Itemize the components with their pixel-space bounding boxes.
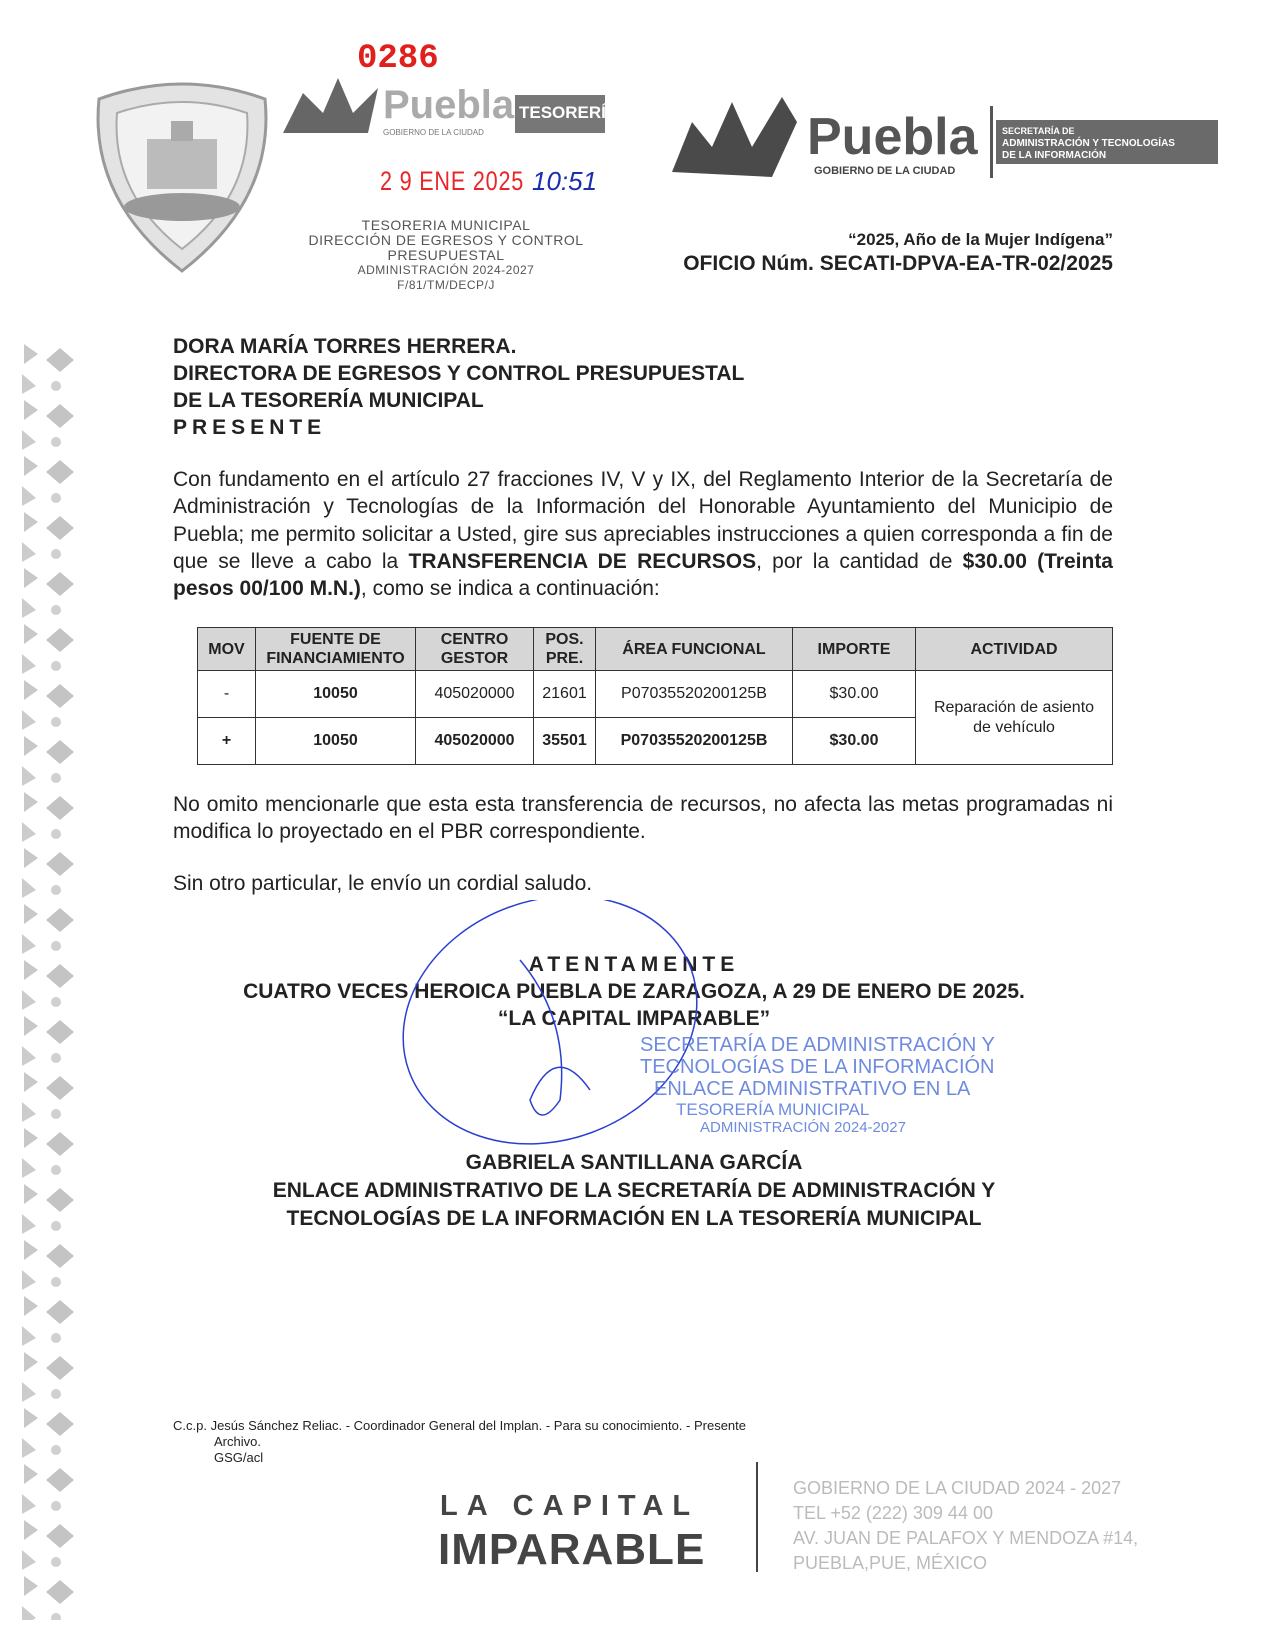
body-paragraph-2: No omito mencionarle que esta esta transferencia de recursos, no afecta las metas programadas ni modifica lo proyectado en el PBR correspondiente. bbox=[173, 793, 1113, 844]
footer-line: GOBIERNO DE LA CIUDAD 2024 - 2027 bbox=[793, 1478, 1122, 1498]
cell: $30.00 bbox=[793, 718, 916, 765]
col-header: MOV bbox=[198, 628, 256, 671]
ccp-line: C.c.p. Jesús Sánchez Reliac. - Coordinador General del Implan. - Para su conocimiento. - Presente bbox=[173, 1418, 746, 1433]
transfer-table bbox=[197, 627, 1113, 765]
cell: P07035520200125B bbox=[596, 671, 793, 718]
cell: 405020000 bbox=[416, 671, 534, 718]
atentamente: ATENTAMENTE bbox=[528, 953, 740, 976]
col-header: FUENTE DE FINANCIAMIENTO bbox=[256, 628, 416, 671]
signer-name: GABRIELA SANTILLANA GARCÍA bbox=[465, 1151, 803, 1174]
svg-text:SECRETARÍA DE: SECRETARÍA DE bbox=[1002, 126, 1075, 136]
stamp-line: TECNOLOGÍAS DE LA INFORMACIÓN bbox=[640, 1056, 995, 1078]
closing-city-date: CUATRO VECES HEROICA PUEBLA DE ZARAGOZA, A 29 DE ENERO DE 2025. bbox=[243, 980, 1025, 1003]
stamp-line: ENLACE ADMINISTRATIVO EN LA bbox=[654, 1078, 971, 1100]
cell: P07035520200125B bbox=[596, 718, 793, 765]
stamp-line: SECRETARÍA DE ADMINISTRACIÓN Y bbox=[640, 1034, 995, 1056]
addressee-title: DIRECTORA DE EGRESOS Y CONTROL PRESUPUESTAL bbox=[173, 362, 745, 385]
municipal-shield-logo bbox=[89, 79, 275, 275]
table-row bbox=[198, 671, 1113, 718]
ccp-initials: GSG/acl bbox=[214, 1450, 264, 1465]
cell: 405020000 bbox=[416, 718, 534, 765]
amount: $30.00 (Treinta pesos 00/100 M.N.) bbox=[173, 549, 1113, 601]
secati-blue-stamp bbox=[640, 1034, 995, 1136]
addressee-block bbox=[173, 333, 744, 441]
cell: 21601 bbox=[534, 671, 596, 718]
stamp-line: DIRECCIÓN DE EGRESOS Y CONTROL bbox=[308, 232, 584, 248]
stamp-line: ADMINISTRACIÓN 2024-2027 bbox=[700, 1119, 906, 1136]
stamp-line: F/81/TM/DECP/J bbox=[397, 278, 495, 292]
year-motto: “2025, Año de la Mujer Indígena” bbox=[848, 230, 1113, 249]
footer-divider bbox=[756, 1462, 758, 1572]
col-header: POS. PRE. bbox=[534, 628, 596, 671]
col-header: IMPORTE bbox=[793, 628, 916, 671]
signer-title-1: ENLACE ADMINISTRATIVO DE LA SECRETARÍA DE ADMINISTRACIÓN Y bbox=[272, 1179, 996, 1202]
stamp-line: TESORERIA MUNICIPAL bbox=[361, 217, 531, 233]
stamp-line: PRESUPUESTAL bbox=[387, 247, 505, 263]
body-paragraph-1 bbox=[173, 466, 1113, 602]
footer-address bbox=[793, 1476, 1138, 1576]
text-bold: TRANSFERENCIA DE RECURSOS bbox=[408, 549, 757, 573]
closing-motto: “LA CAPITAL IMPARABLE” bbox=[497, 1007, 771, 1030]
svg-text:Puebla: Puebla bbox=[807, 108, 978, 166]
svg-text:ADMINISTRACIÓN Y TECNOLOGÍAS: ADMINISTRACIÓN Y TECNOLOGÍAS bbox=[1002, 138, 1175, 149]
reception-stamp bbox=[296, 218, 596, 293]
stamp-line: ADMINISTRACIÓN 2024-2027 bbox=[357, 263, 535, 277]
cell: 10050 bbox=[256, 718, 416, 765]
cell: 10050 bbox=[256, 671, 416, 718]
ccp-archivo: Archivo. bbox=[214, 1434, 261, 1449]
activity-cell: Reparación de asiento de vehículo bbox=[916, 671, 1113, 765]
footer-line: AV. JUAN DE PALAFOX Y MENDOZA #14, bbox=[793, 1528, 1139, 1548]
cell: - bbox=[198, 671, 256, 718]
decorative-border-pattern bbox=[16, 340, 76, 1620]
table-header-row bbox=[198, 628, 1113, 671]
col-header: ÁREA FUNCIONAL bbox=[596, 628, 793, 671]
cell: + bbox=[198, 718, 256, 765]
received-date-stamp: 2 9 ENE 2025 bbox=[380, 166, 525, 196]
signer-title-2: TECNOLOGÍAS DE LA INFORMACIÓN EN LA TESORERÍA MUNICIPAL bbox=[286, 1207, 982, 1230]
footer-imparable-logo: IMPARABLE bbox=[438, 1525, 706, 1574]
addressee-dept: DE LA TESORERÍA MUNICIPAL bbox=[173, 389, 484, 412]
svg-text:GOBIERNO DE LA CIUDAD: GOBIERNO DE LA CIUDAD bbox=[383, 128, 484, 137]
cell: 35501 bbox=[534, 718, 596, 765]
folio-number-stamp: 0286 bbox=[357, 40, 439, 78]
cell: $30.00 bbox=[793, 671, 916, 718]
svg-text:TESORERÍA: TESORERÍA bbox=[519, 103, 619, 122]
svg-text:Puebla: Puebla bbox=[383, 83, 515, 127]
stamp-line: TESORERÍA MUNICIPAL bbox=[676, 1100, 870, 1119]
footer-line: PUEBLA,PUE, MÉXICO bbox=[793, 1553, 988, 1573]
handwritten-time: 10:51 bbox=[532, 166, 598, 196]
svg-text:GOBIERNO DE LA CIUDAD: GOBIERNO DE LA CIUDAD bbox=[814, 165, 956, 177]
puebla-tesoreria-logo bbox=[283, 73, 623, 143]
col-header: CENTRO GESTOR bbox=[416, 628, 534, 671]
text: Con fundamento en el artículo 27 fracciones IV, V y IX, del Reglamento Interior de la Secretaría de Administración y Tecnologías de la Información del Honorable Ayuntamiento del Municipio de Puebla; me permito solicitar a Usted, gire sus apreciables instrucciones a quien corresponda a fin de que se lleve a cabo la bbox=[173, 468, 1113, 573]
footer-capital-logo: LA CAPITAL bbox=[440, 1490, 700, 1522]
footer-line: TEL +52 (222) 309 44 00 bbox=[793, 1503, 993, 1523]
ccp-block bbox=[173, 1418, 746, 1466]
body-paragraph-3: Sin otro particular, le envío un cordial saludo. bbox=[173, 872, 593, 895]
text: , por la cantidad de bbox=[756, 549, 963, 573]
addressee-presente: PRESENTE bbox=[173, 416, 327, 439]
addressee-name: DORA MARÍA TORRES HERRERA. bbox=[173, 335, 517, 358]
col-header: ACTIVIDAD bbox=[916, 628, 1113, 671]
svg-text:DE LA INFORMACIÓN: DE LA INFORMACIÓN bbox=[1002, 150, 1107, 161]
puebla-secati-logo bbox=[672, 92, 1218, 182]
text: , como se indica a continuación: bbox=[360, 577, 660, 601]
oficio-number: OFICIO Núm. SECATI-DPVA-EA-TR-02/2025 bbox=[683, 252, 1113, 275]
